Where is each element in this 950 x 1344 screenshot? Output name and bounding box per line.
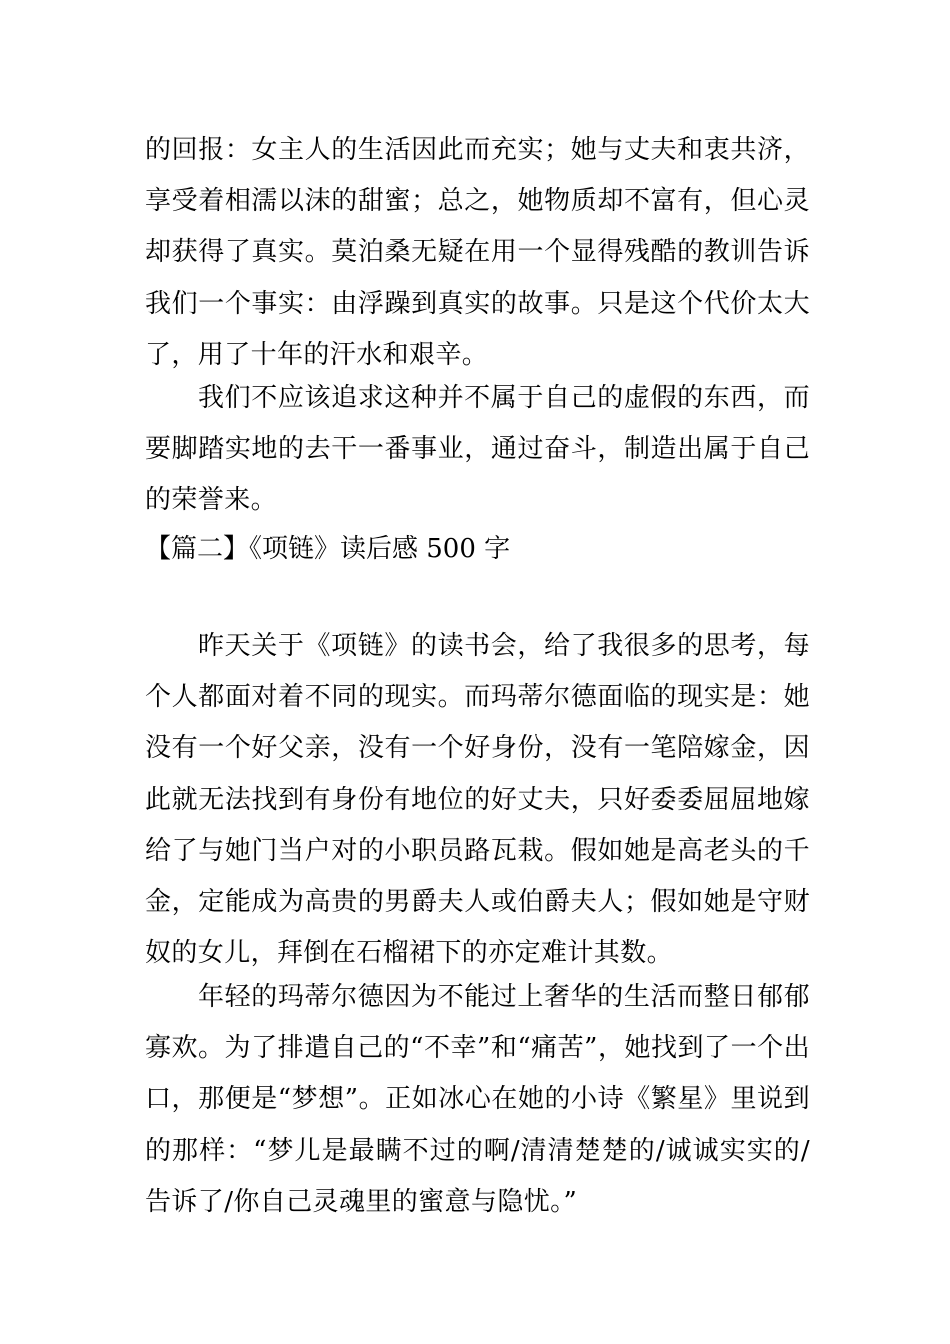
paragraph-continuation: 的回报：女主人的生活因此而充实；她与丈夫和衷共济，享受着相濡以沫的甜蜜；总之，她物质却不富有，但心灵却获得了真实。莫泊桑无疑在用一个显得残酷的教训告诉我们一个事实：由浮躁到真实的故事。只是这个代价太大了，用了十年的汗水和艰辛。 <box>145 135 810 370</box>
paragraph-conclusion: 我们不应该追求这种并不属于自己的虚假的东西，而要脚踏实地的去干一番事业，通过奋斗，制造出属于自己的荣誉来。 <box>145 383 810 516</box>
section-heading: 【篇二】《项链》读后感 500 字 <box>145 534 511 564</box>
paragraph-intro: 昨天关于《项链》的读书会，给了我很多的思考，每个人都面对着不同的现实。而玛蒂尔德面临的现实是：她没有一个好父亲，没有一个好身份，没有一笔陪嫁金，因此就无法找到有身份有地位的好丈夫，只好委委屈屈地嫁给了与她门当户对的小职员路瓦栽。假如她是高老头的千金，定能成为高贵的男爵夫人或伯爵夫人；假如她是守财奴的女儿，拜倒在石榴裙下的亦定难计其数。 <box>145 631 810 969</box>
paragraph-dream: 年轻的玛蒂尔德因为不能过上奢华的生活而整日郁郁寡欢。为了排遣自己的“不幸”和“痛苦”，她找到了一个出口，那便是“梦想”。正如冰心在她的小诗《繁星》里说到的那样：“梦儿是最瞒不过的啊/清清楚楚的/诚诚实实的/告诉了/你自己灵魂里的蜜意与隐忧。” <box>145 982 810 1217</box>
